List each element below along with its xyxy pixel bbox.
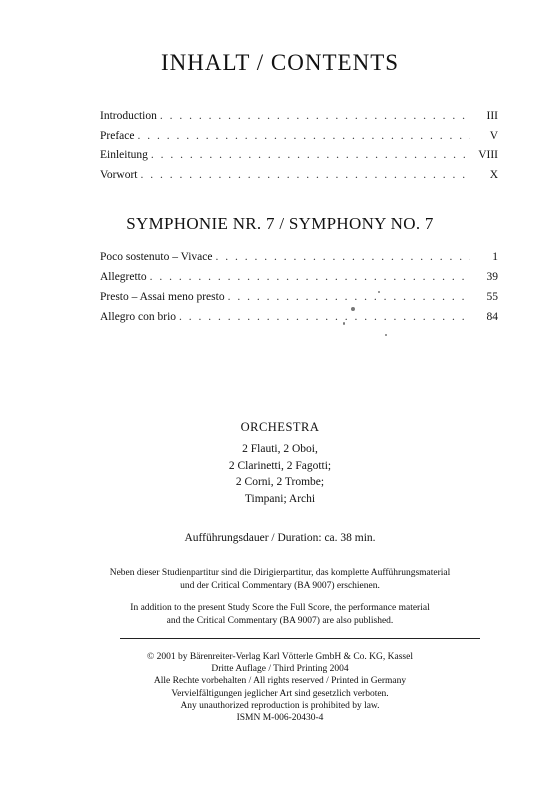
toc-entry-preface[interactable] (100, 127, 498, 147)
orchestra-line: 2 Clarinetti, 2 Fagotti; (228, 459, 332, 472)
toc-entry-page: III (486, 110, 498, 122)
scan-speck (351, 307, 355, 311)
movements-list (100, 247, 498, 327)
toc-entry-label: Einleitung (100, 149, 148, 161)
scan-speck (378, 291, 380, 293)
scan-speck (343, 322, 345, 325)
note-german (0, 567, 560, 592)
orchestra-instrumentation (0, 441, 560, 507)
front-matter-list (100, 107, 498, 185)
toc-leader-dots (140, 166, 470, 186)
note-line: Neben dieser Studienpartitur sind die Dirigierpartitur, das komplette Aufführungsmaterial (109, 568, 451, 578)
toc-leader-dots (150, 267, 470, 287)
toc-leader-dots (228, 287, 470, 307)
toc-leader-dots (160, 107, 470, 127)
note-line: und der Critical Commentary (BA 9007) erschienen. (180, 580, 380, 591)
note-line: and the Critical Commentary (BA 9007) are also published. (166, 615, 394, 626)
toc-leader-dots (179, 307, 470, 327)
orchestra-heading: ORCHESTRA (240, 420, 320, 434)
toc-entry-movement-4[interactable] (100, 307, 498, 327)
toc-entry-einleitung[interactable] (100, 146, 498, 166)
page-title: INHALT / CONTENTS (160, 50, 400, 75)
toc-entry-label: Vorwort (100, 168, 138, 181)
copyright-line: Any unauthorized reproduction is prohibited by law. (180, 700, 380, 711)
performance-duration: Aufführungsdauer / Duration: ca. 38 min. (184, 532, 376, 544)
scan-speck (385, 334, 387, 336)
orchestra-line: 2 Corni, 2 Trombe; (235, 476, 325, 488)
toc-entry-movement-3[interactable] (100, 287, 498, 307)
orchestra-line: Timpani; Archi (244, 492, 316, 505)
toc-entry-page: X (489, 168, 498, 181)
divider-rule (120, 638, 480, 639)
copyright-line: Alle Rechte vorbehalten / All rights reserved / Printed in Germany (153, 676, 407, 687)
copyright-block (0, 651, 560, 724)
toc-entry-label: Allegro con brio (100, 311, 177, 323)
copyright-line: Vervielfältigungen jeglicher Art sind gesetzlich verboten. (171, 688, 389, 699)
toc-entry-page: 1 (492, 251, 498, 263)
toc-entry-page: V (489, 129, 498, 142)
copyright-line: © 2001 by Bärenreiter-Verlag Karl Vötterle GmbH & Co. KG, Kassel (147, 652, 413, 662)
toc-entry-page: 55 (486, 291, 498, 303)
note-line: In addition to the present Study Score the Full Score, the performance material (130, 603, 430, 613)
toc-entry-page: 39 (486, 271, 498, 283)
toc-entry-label: Preface (100, 129, 135, 142)
toc-entry-label: Poco sostenuto – Vivace (100, 251, 213, 263)
toc-leader-dots (151, 146, 470, 166)
toc-leader-dots (215, 247, 470, 267)
toc-entry-movement-1[interactable] (100, 247, 498, 267)
toc-entry-label: Allegretto (100, 271, 147, 283)
orchestra-line: 2 Flauti, 2 Oboi, (242, 443, 318, 455)
toc-entry-vorwort[interactable] (100, 166, 498, 186)
toc-entry-label: Introduction (100, 110, 157, 122)
toc-entry-label: Presto – Assai meno presto (100, 291, 225, 303)
copyright-line: Dritte Auflage / Third Printing 2004 (211, 664, 349, 675)
work-title: SYMPHONIE NR. 7 / SYMPHONY NO. 7 (126, 214, 434, 233)
toc-entry-movement-2[interactable] (100, 267, 498, 287)
toc-entry-introduction[interactable] (100, 107, 498, 127)
toc-entry-page: 84 (486, 311, 498, 323)
toc-entry-page: VIII (478, 149, 498, 161)
note-english (0, 602, 560, 627)
isbn-line: ISMN M-006-20430-4 (236, 713, 324, 724)
toc-leader-dots (137, 127, 470, 147)
